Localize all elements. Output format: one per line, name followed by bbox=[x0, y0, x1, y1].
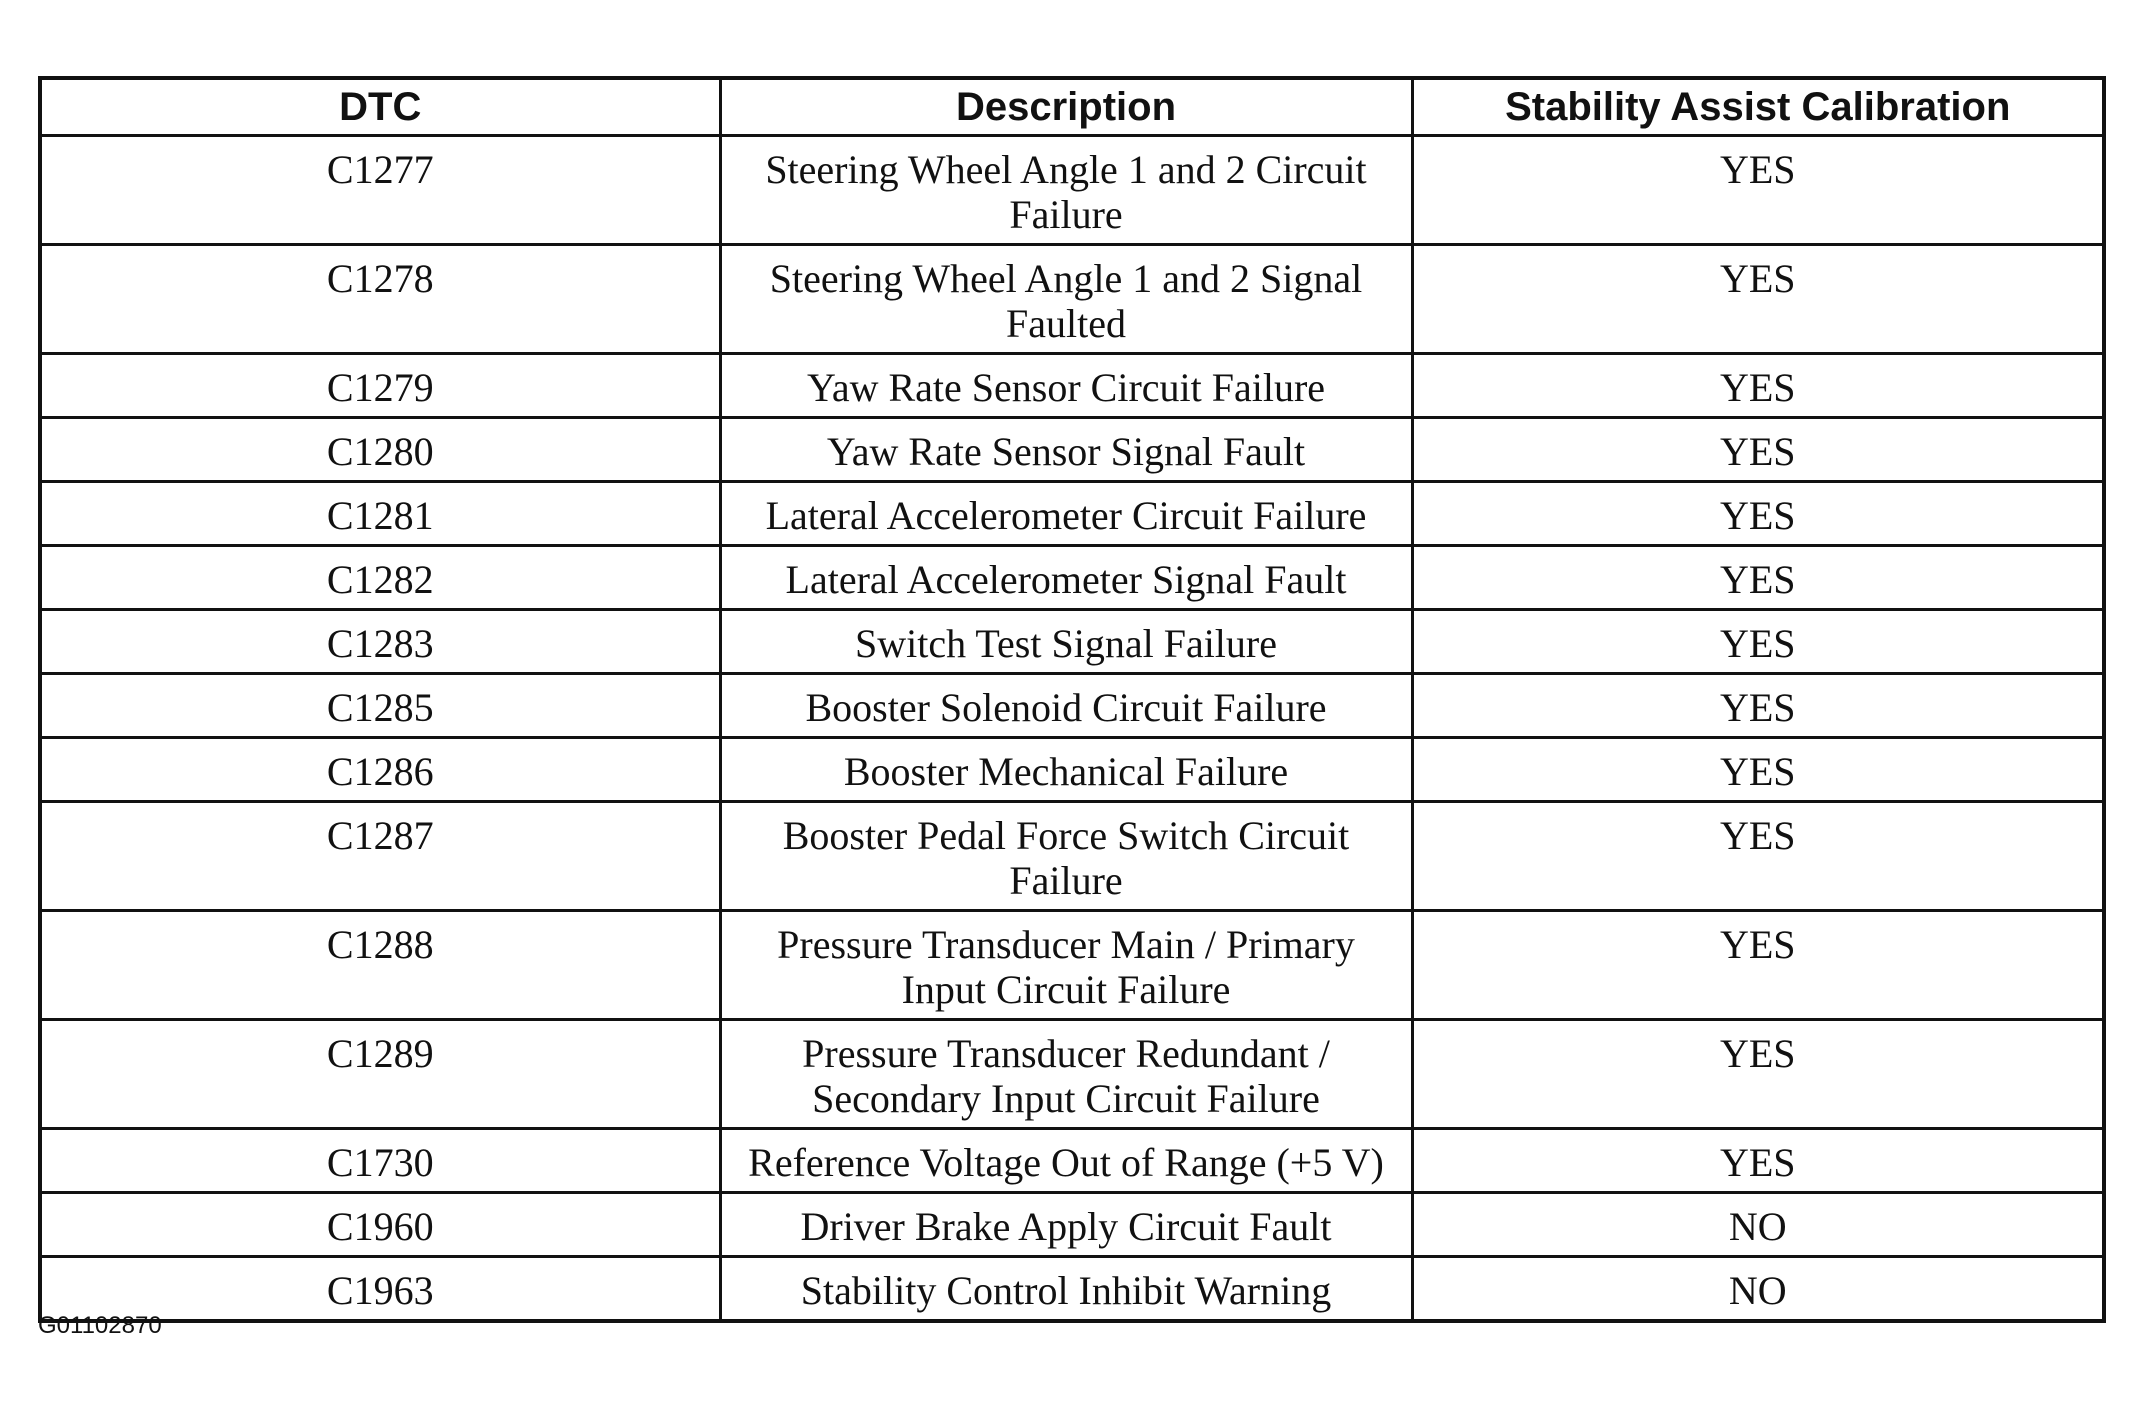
calibration-cell: YES bbox=[1412, 136, 2104, 245]
description-cell: Reference Voltage Out of Range (+5 V) bbox=[720, 1129, 1412, 1193]
dtc-table-container bbox=[38, 76, 2102, 1323]
table-row bbox=[40, 1193, 2104, 1257]
dtc-cell: C1280 bbox=[40, 418, 720, 482]
table-row bbox=[40, 1129, 2104, 1193]
dtc-cell: C1281 bbox=[40, 482, 720, 546]
description-cell: Steering Wheel Angle 1 and 2 Circuit Failure bbox=[720, 136, 1412, 245]
description-cell: Booster Solenoid Circuit Failure bbox=[720, 674, 1412, 738]
table-row bbox=[40, 738, 2104, 802]
table-row bbox=[40, 245, 2104, 354]
description-cell: Yaw Rate Sensor Signal Fault bbox=[720, 418, 1412, 482]
description-cell: Pressure Transducer Redundant / Secondary Input Circuit Failure bbox=[720, 1020, 1412, 1129]
calibration-cell: YES bbox=[1412, 1129, 2104, 1193]
description-cell: Stability Control Inhibit Warning bbox=[720, 1257, 1412, 1322]
table-row bbox=[40, 674, 2104, 738]
calibration-cell: YES bbox=[1412, 354, 2104, 418]
dtc-cell: C1960 bbox=[40, 1193, 720, 1257]
dtc-cell: C1279 bbox=[40, 354, 720, 418]
calibration-cell: YES bbox=[1412, 482, 2104, 546]
table-row bbox=[40, 546, 2104, 610]
table-row bbox=[40, 482, 2104, 546]
figure-id: G01102870 bbox=[38, 1312, 162, 1339]
table-row bbox=[40, 1257, 2104, 1322]
dtc-cell: C1963 bbox=[40, 1257, 720, 1322]
header-stability-assist-calibration: Stability Assist Calibration bbox=[1412, 78, 2104, 136]
calibration-cell: YES bbox=[1412, 546, 2104, 610]
calibration-cell: YES bbox=[1412, 610, 2104, 674]
table-row bbox=[40, 610, 2104, 674]
calibration-cell: YES bbox=[1412, 911, 2104, 1020]
table-header bbox=[40, 78, 2104, 136]
header-row bbox=[40, 78, 2104, 136]
table-row bbox=[40, 136, 2104, 245]
table-row bbox=[40, 354, 2104, 418]
dtc-cell: C1285 bbox=[40, 674, 720, 738]
description-cell: Lateral Accelerometer Circuit Failure bbox=[720, 482, 1412, 546]
calibration-cell: YES bbox=[1412, 418, 2104, 482]
dtc-cell: C1277 bbox=[40, 136, 720, 245]
dtc-cell: C1278 bbox=[40, 245, 720, 354]
calibration-cell: YES bbox=[1412, 1020, 2104, 1129]
dtc-cell: C1287 bbox=[40, 802, 720, 911]
description-cell: Yaw Rate Sensor Circuit Failure bbox=[720, 354, 1412, 418]
table-row bbox=[40, 911, 2104, 1020]
dtc-cell: C1286 bbox=[40, 738, 720, 802]
calibration-cell: YES bbox=[1412, 738, 2104, 802]
description-cell: Lateral Accelerometer Signal Fault bbox=[720, 546, 1412, 610]
dtc-cell: C1730 bbox=[40, 1129, 720, 1193]
dtc-cell: C1289 bbox=[40, 1020, 720, 1129]
dtc-cell: C1283 bbox=[40, 610, 720, 674]
calibration-cell: YES bbox=[1412, 245, 2104, 354]
calibration-cell: YES bbox=[1412, 802, 2104, 911]
table-body bbox=[40, 136, 2104, 1322]
description-cell: Switch Test Signal Failure bbox=[720, 610, 1412, 674]
header-description: Description bbox=[720, 78, 1412, 136]
description-cell: Steering Wheel Angle 1 and 2 Signal Faulted bbox=[720, 245, 1412, 354]
dtc-cell: C1288 bbox=[40, 911, 720, 1020]
description-cell: Booster Mechanical Failure bbox=[720, 738, 1412, 802]
header-dtc: DTC bbox=[40, 78, 720, 136]
dtc-cell: C1282 bbox=[40, 546, 720, 610]
calibration-cell: NO bbox=[1412, 1193, 2104, 1257]
table-row bbox=[40, 1020, 2104, 1129]
dtc-table bbox=[38, 76, 2106, 1323]
description-cell: Booster Pedal Force Switch Circuit Failure bbox=[720, 802, 1412, 911]
table-row bbox=[40, 418, 2104, 482]
calibration-cell: YES bbox=[1412, 674, 2104, 738]
calibration-cell: NO bbox=[1412, 1257, 2104, 1322]
table-row bbox=[40, 802, 2104, 911]
description-cell: Driver Brake Apply Circuit Fault bbox=[720, 1193, 1412, 1257]
description-cell: Pressure Transducer Main / Primary Input Circuit Failure bbox=[720, 911, 1412, 1020]
